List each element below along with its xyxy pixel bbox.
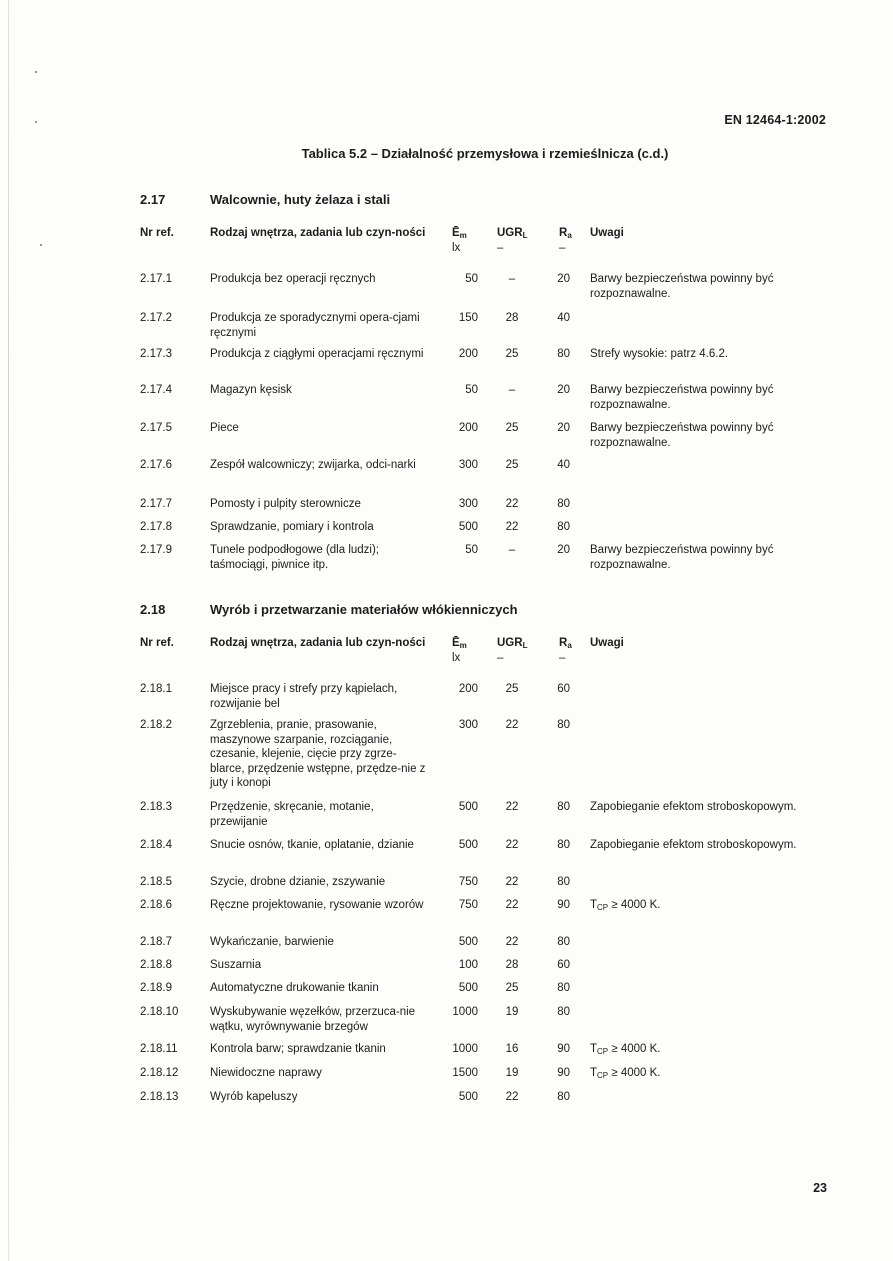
cell-ugr: 22 [505,719,519,731]
cell-desc: Produkcja bez operacji ręcznych [210,273,376,285]
cell-ra: 80 [557,719,570,731]
cell-em: 500 [458,936,478,948]
cell-note [590,1066,835,1081]
cell-desc: Wyskubywanie węzełków, przerzuca-nie wątku, wyrównywanie brzegów [210,1006,416,1033]
ugr-symbol: UGR [497,637,523,649]
cell-ugr: – [508,384,516,396]
cell-ra: 40 [557,312,570,324]
cell-ugr: 25 [505,348,519,360]
cell-desc: Przędzenie, skręcanie, motanie, przewijanie [210,801,374,828]
cell-desc: Zgrzeblenia, pranie, prasowanie, maszynowe szarpanie, rozciąganie, czesanie, klejenie, cięcie przy zgrze-blarce, przędzenie wstępne, przędze-nie z juty i konopi [210,719,426,789]
ra-sub: a [567,231,572,240]
cell-desc: Szycie, drobne dzianie, zszywanie [210,876,386,888]
cell-desc: Sprawdzanie, pomiary i kontrola [210,521,374,533]
cell-ref: 2.18.9 [140,982,172,994]
cell-em: 750 [458,876,478,888]
table-header-row [140,636,840,682]
cell-ra: 80 [557,801,570,813]
ra-unit: – [559,651,566,664]
table-row [140,458,840,497]
cell-em: 200 [458,422,478,434]
tcp-sub: CP [597,1047,609,1056]
cell-ra: 80 [557,1091,570,1103]
cell-ref: 2.17.7 [140,498,172,510]
cell-ugr: 25 [505,422,519,434]
table-row [140,311,840,347]
table-row [140,682,840,718]
tcp-sub: CP [597,1071,609,1080]
table-row [140,383,840,421]
cell-em: 750 [458,899,478,911]
cell-note: Zapobieganie efektom stroboskopowym. [590,839,797,851]
table-row [140,1042,840,1066]
table-row [140,800,840,838]
cell-ref: 2.17.8 [140,521,172,533]
table-row [140,958,840,981]
em-unit: lx [452,651,461,664]
cell-desc: Piece [210,422,239,434]
ugr-symbol: UGR [497,227,523,239]
cell-ra: 80 [557,1006,570,1018]
tcp-value: ≥ 4000 K. [608,1067,661,1079]
cell-ref: 2.17.5 [140,422,172,434]
cell-desc: Pomosty i pulpity sterownicze [210,498,361,510]
tcp-value: ≥ 4000 K. [608,1043,661,1055]
cell-ref: 2.17.4 [140,384,172,396]
header-notes: Uwagi [590,637,624,649]
cell-desc: Suszarnia [210,959,262,971]
cell-ref: 2.18.7 [140,936,172,948]
table-row [140,1066,840,1090]
cell-ugr: 25 [505,683,519,695]
cell-em: 500 [458,521,478,533]
ugr-sub: L [522,231,528,240]
cell-em: 300 [458,459,478,471]
cell-em: 1500 [452,1067,478,1079]
ra-unit: – [559,241,566,254]
header-ra [559,226,591,255]
em-symbol: Ē [452,637,460,649]
cell-desc: Wykańczanie, barwienie [210,936,334,948]
cell-ref: 2.17.6 [140,459,172,471]
table-row [140,1090,840,1114]
cell-ugr: – [508,273,516,285]
cell-ugr: 22 [505,521,519,533]
cell-note: Barwy bezpieczeństwa powinny być rozpoznawalne. [590,273,774,300]
cell-note: Barwy bezpieczeństwa powinny być rozpoznawalne. [590,544,774,571]
table-2-17 [140,226,840,579]
cell-desc: Ręczne projektowanie, rysowanie wzorów [210,899,424,911]
cell-ugr: 22 [505,839,519,851]
cell-em: 200 [458,683,478,695]
cell-ra: 40 [557,459,570,471]
cell-ref: 2.17.9 [140,544,172,556]
table-row [140,981,840,1005]
cell-ra: 80 [557,936,570,948]
header-ref: Nr ref. [140,227,174,239]
cell-ra: 60 [557,683,570,695]
tcp-value: ≥ 4000 K. [608,899,661,911]
cell-em: 500 [458,982,478,994]
ugr-unit: – [497,241,504,254]
cell-ref: 2.17.2 [140,312,172,324]
cell-note: Zapobieganie efektom stroboskopowym. [590,801,797,813]
table-header-row [140,226,840,272]
cell-em: 150 [458,312,478,324]
cell-ra: 20 [557,422,570,434]
header-ugr [497,636,537,665]
cell-note [590,898,835,913]
cell-desc: Tunele podpodłogowe (dla ludzi); taśmociągi, piwnice itp. [210,544,379,571]
standard-number: EN 12464-1:2002 [724,113,826,127]
cell-ref: 2.17.1 [140,273,172,285]
cell-em: 1000 [452,1043,478,1055]
tcp-symbol: T [590,1043,598,1055]
em-sub: m [459,641,467,650]
cell-em: 50 [465,384,478,396]
cell-ra: 80 [557,498,570,510]
cell-em: 1000 [452,1006,478,1018]
cell-em: 200 [458,348,478,360]
cell-ref: 2.18.1 [140,683,172,695]
cell-ra: 60 [557,959,570,971]
table-row [140,838,840,875]
ugr-sub: L [522,641,528,650]
tcp-symbol: T [590,899,598,911]
cell-desc: Zespół walcowniczy; zwijarka, odci-narki [210,459,416,471]
cell-ra: 80 [557,521,570,533]
cell-ra: 80 [557,982,570,994]
cell-ref: 2.18.3 [140,801,172,813]
cell-em: 500 [458,1091,478,1103]
em-symbol: Ē [452,227,460,239]
cell-ugr: 16 [505,1043,519,1055]
cell-em: 50 [465,273,478,285]
cell-ugr: 22 [505,498,519,510]
cell-ref: 2.18.8 [140,959,172,971]
tcp-symbol: T [590,1067,598,1079]
cell-note [590,1042,835,1057]
ra-sub: a [567,641,572,650]
cell-ref: 2.18.11 [140,1043,178,1055]
cell-ugr: 25 [505,459,519,471]
scan-speck [35,71,37,73]
cell-em: 300 [458,719,478,731]
cell-desc: Produkcja ze sporadycznymi opera-cjami ręcznymi [210,312,420,339]
table-row [140,272,840,311]
cell-desc: Wyrób kapeluszy [210,1091,298,1103]
cell-ugr: – [508,544,516,556]
cell-note: Barwy bezpieczeństwa powinny być rozpoznawalne. [590,384,774,411]
em-unit: lx [452,241,461,254]
header-ra [559,636,591,665]
table-row [140,898,840,935]
header-em [452,636,492,665]
cell-desc: Magazyn kęsisk [210,384,292,396]
section-number: 2.17 [140,192,166,207]
cell-ra: 90 [557,1067,570,1079]
table-row [140,347,840,383]
scan-edge-line [8,0,9,1261]
cell-ref: 2.18.4 [140,839,172,851]
header-ref: Nr ref. [140,637,174,649]
cell-ref: 2.18.13 [140,1091,179,1103]
cell-desc: Miejsce pracy i strefy przy kąpielach, rozwijanie bel [210,683,398,710]
table-row [140,935,840,958]
cell-em: 500 [458,839,478,851]
cell-desc: Snucie osnów, tkanie, oplatanie, dzianie [210,839,414,851]
table-row [140,1005,840,1042]
header-desc: Rodzaj wnętrza, zadania lub czyn-ności [210,637,426,649]
page-number: 23 [813,1181,827,1195]
header-notes: Uwagi [590,227,624,239]
cell-desc: Produkcja z ciągłymi operacjami ręcznymi [210,348,424,360]
section-number: 2.18 [140,602,166,617]
cell-ugr: 22 [505,876,519,888]
cell-ra: 20 [557,384,570,396]
cell-desc: Niewidoczne naprawy [210,1067,322,1079]
cell-ra: 80 [557,839,570,851]
cell-ugr: 22 [505,936,519,948]
scan-speck [35,121,37,123]
cell-ref: 2.18.2 [140,719,172,731]
cell-ugr: 22 [505,899,519,911]
cell-ra: 80 [557,876,570,888]
cell-em: 50 [465,544,478,556]
header-em [452,226,492,255]
cell-ref: 2.18.12 [140,1067,179,1079]
ugr-unit: – [497,651,504,664]
em-sub: m [459,231,467,240]
cell-ra: 20 [557,273,570,285]
table-2-18 [140,636,840,1114]
ra-symbol: R [559,227,568,239]
cell-ra: 90 [557,899,570,911]
cell-ra: 80 [557,348,570,360]
cell-ugr: 19 [505,1006,519,1018]
section-title: Wyrób i przetwarzanie materiałów włókienniczych [210,602,518,617]
cell-ugr: 22 [505,1091,519,1103]
table-row [140,421,840,458]
cell-ra: 20 [557,544,570,556]
cell-note: Strefy wysokie: patrz 4.6.2. [590,348,729,360]
cell-em: 500 [458,801,478,813]
cell-ugr: 19 [505,1067,519,1079]
header-desc: Rodzaj wnętrza, zadania lub czyn-ności [210,227,426,239]
cell-ref: 2.18.5 [140,876,172,888]
cell-em: 300 [458,498,478,510]
tcp-sub: CP [597,903,609,912]
cell-ra: 90 [557,1043,570,1055]
cell-note: Barwy bezpieczeństwa powinny być rozpoznawalne. [590,422,774,449]
table-row [140,875,840,898]
table-row [140,543,840,579]
ra-symbol: R [559,637,568,649]
cell-em: 100 [458,959,478,971]
cell-ugr: 22 [505,801,519,813]
cell-ref: 2.17.3 [140,348,172,360]
cell-ugr: 25 [505,982,519,994]
cell-ref: 2.18.10 [140,1006,179,1018]
cell-desc: Kontrola barw; sprawdzanie tkanin [210,1043,386,1055]
section-title: Walcownie, huty żelaza i stali [210,192,391,207]
cell-ref: 2.18.6 [140,899,172,911]
cell-ugr: 28 [505,312,519,324]
table-row [140,718,840,800]
scan-speck [40,244,42,246]
table-row [140,497,840,520]
header-ugr [497,226,537,255]
table-caption: Tablica 5.2 – Działalność przemysłowa i rzemieślnicza (c.d.) [301,146,669,161]
table-row [140,520,840,543]
cell-ugr: 28 [505,959,519,971]
cell-desc: Automatyczne drukowanie tkanin [210,982,379,994]
